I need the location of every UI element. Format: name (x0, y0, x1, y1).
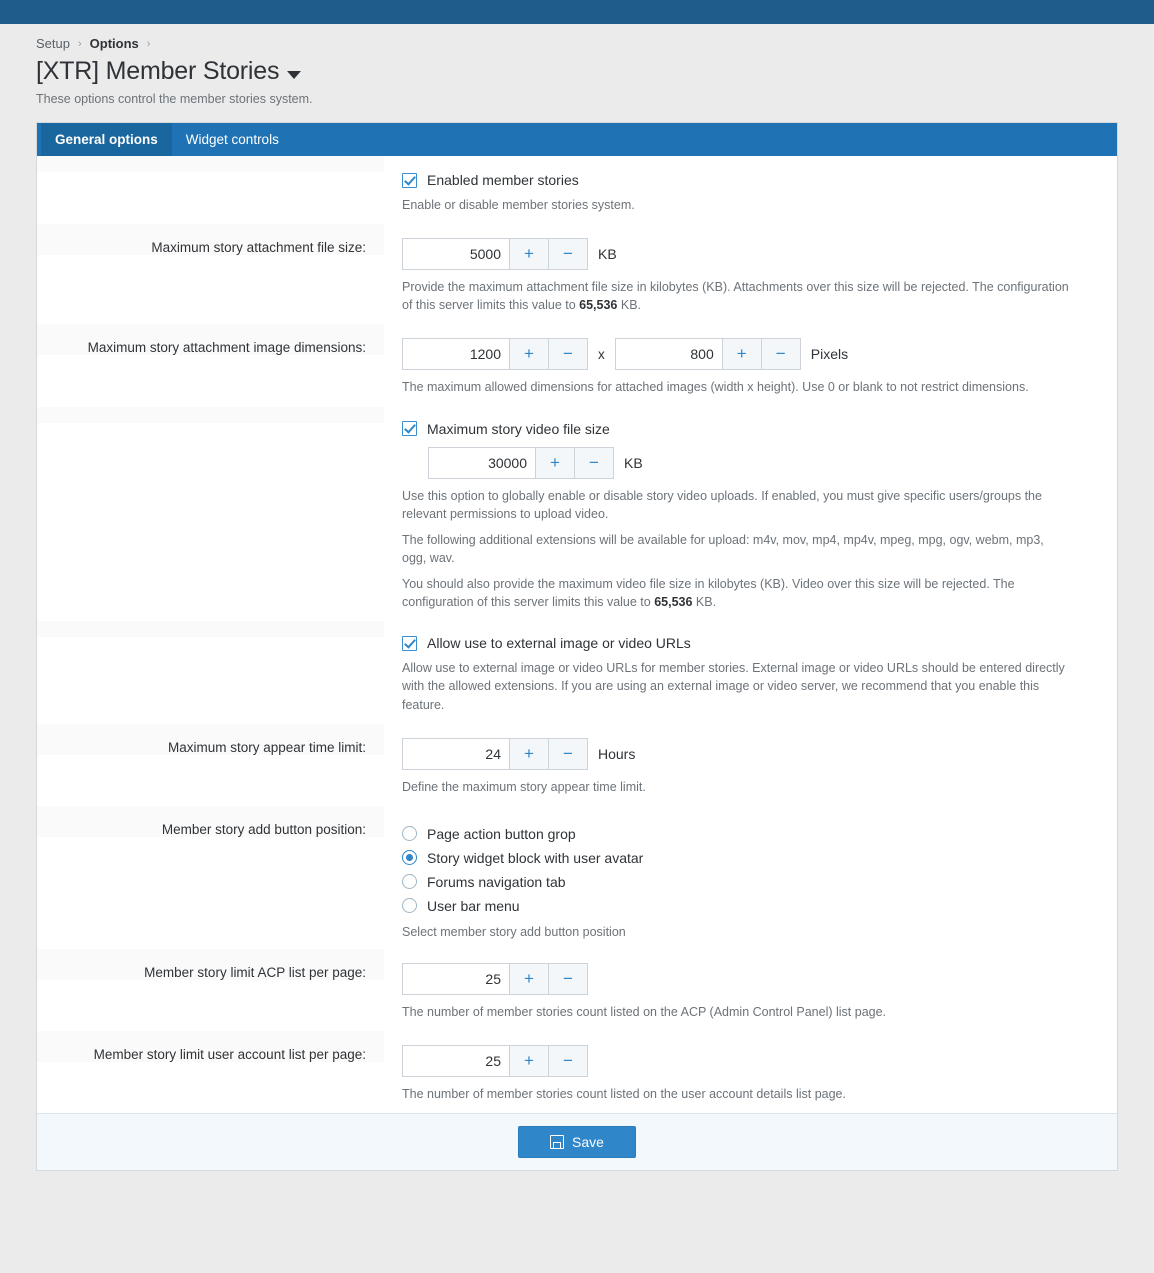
input-user-list-per-page[interactable] (403, 1046, 509, 1076)
stepper-increment-image-height[interactable]: + (722, 339, 761, 369)
row-user-list-per-page (37, 1031, 1117, 1113)
radio-icon-forums-nav[interactable] (402, 874, 417, 889)
control-acp-list-per-page (384, 949, 1117, 1031)
stepper-increment-image-width[interactable]: + (509, 339, 548, 369)
label-user-list-per-page: Member story limit user account list per page: (37, 1031, 384, 1062)
stepper-increment-acp-list[interactable]: + (509, 964, 548, 994)
row-max-video-size (37, 407, 1117, 622)
stepper-decrement-image-width[interactable]: − (548, 339, 587, 369)
input-acp-list-per-page[interactable] (403, 964, 509, 994)
hint-enabled-stories: Enable or disable member stories system. (402, 198, 635, 212)
control-external-urls (384, 621, 1117, 723)
page-title: [XTR] Member Stories (36, 57, 280, 85)
save-button[interactable] (518, 1126, 636, 1158)
input-image-height[interactable] (616, 339, 722, 369)
control-max-attachment-size (384, 224, 1117, 324)
stepper-max-attachment-size[interactable] (402, 238, 588, 270)
hint-max-image-dimensions: The maximum allowed dimensions for attached images (width x height). Use 0 or blank to not restrict dimensions. (402, 380, 1029, 395)
stepper-decrement-image-height[interactable]: − (761, 339, 800, 369)
breadcrumb-separator-icon-2: › (146, 37, 151, 50)
label-max-video-size-empty (37, 407, 384, 423)
radio-icon-page-action[interactable] (402, 826, 417, 841)
unit-image-dimensions: Pixels (810, 346, 849, 363)
tab-bar (37, 123, 1117, 156)
control-user-list-per-page (384, 1031, 1117, 1113)
radio-label-story-widget: Story widget block with user avatar (427, 849, 644, 866)
save-icon (550, 1135, 564, 1149)
page-container (0, 24, 1154, 1273)
hint-max-video-size-3-part2: KB. (692, 595, 717, 610)
radio-option-forums-nav[interactable] (402, 870, 1069, 894)
radio-icon-story-widget[interactable] (402, 850, 417, 865)
input-max-video-size[interactable] (429, 448, 535, 478)
row-max-attachment-size (37, 224, 1117, 324)
stepper-decrement-video-size[interactable]: − (574, 448, 613, 478)
stepper-decrement-acp-list[interactable]: − (548, 964, 587, 994)
control-max-image-dimensions (384, 324, 1117, 406)
stepper-increment-appear-time[interactable]: + (509, 739, 548, 769)
label-acp-list-per-page: Member story limit ACP list per page: (37, 949, 384, 980)
hint-max-video-size-1: Use this option to globally enable or disable story video uploads. If enabled, you must give specific users/groups the relevant permissions to upload video. (402, 488, 1042, 521)
unit-appear-time-limit: Hours (598, 745, 636, 762)
radio-label-forums-nav: Forums navigation tab (427, 873, 566, 890)
dimensions-separator: x (598, 346, 605, 362)
unit-max-video-size: KB (624, 454, 643, 471)
stepper-user-list-per-page[interactable] (402, 1045, 588, 1077)
input-image-width[interactable] (403, 339, 509, 369)
checkbox-label-external-urls: Allow use to external image or video URLs (427, 635, 691, 652)
control-max-video-size (384, 407, 1117, 622)
radio-option-page-action[interactable] (402, 822, 1069, 846)
stepper-increment-video-size[interactable]: + (535, 448, 574, 478)
stepper-increment-user-list[interactable]: + (509, 1046, 548, 1076)
checkbox-label-max-video-size: Maximum story video file size (427, 420, 610, 437)
hint-max-attachment-size (402, 278, 1069, 314)
control-add-button-position (384, 806, 1117, 949)
hint-max-video-size-2: The following additional extensions will be available for upload: m4v, mov, mp4, mp4v, mpeg, mpg, ogv, webm, mp3, ogg, wav. (402, 532, 1044, 565)
hint-appear-time-limit: Define the maximum story appear time limit. (402, 779, 646, 794)
save-button-label: Save (572, 1134, 604, 1150)
checkbox-icon-external-urls[interactable] (402, 636, 417, 651)
page-title-row (0, 51, 1154, 86)
stepper-decrement-user-list[interactable]: − (548, 1046, 587, 1076)
stepper-appear-time-limit[interactable] (402, 738, 588, 770)
hint-external-urls: Allow use to external image or video URLs for member stories. External image or video URLs should be entered directly with the allowed extensions. If you are using an external image or video server, we recommend that you enable this feature. (402, 661, 1065, 712)
label-max-attachment-size: Maximum story attachment file size: (37, 224, 384, 255)
checkbox-enabled-stories[interactable] (402, 172, 1069, 188)
row-add-button-position (37, 806, 1117, 949)
row-external-urls (37, 621, 1117, 723)
breadcrumb (0, 24, 1154, 51)
stepper-decrement-appear-time[interactable]: − (548, 739, 587, 769)
breadcrumb-item-setup[interactable]: Setup (36, 36, 70, 51)
label-max-image-dimensions: Maximum story attachment image dimensions: (37, 324, 384, 355)
label-add-button-position: Member story add button position: (37, 806, 384, 837)
hint-add-button-position: Select member story add button position (402, 924, 626, 939)
hint-user-list-per-page: The number of member stories count listed on the user account details list page. (402, 1086, 846, 1101)
label-appear-time-limit: Maximum story appear time limit: (37, 724, 384, 755)
stepper-acp-list-per-page[interactable] (402, 963, 588, 995)
options-panel (36, 122, 1118, 1171)
hint-max-video-size-limit: 65,536 (654, 595, 693, 610)
stepper-increment-attachment-size[interactable]: + (509, 239, 548, 269)
control-appear-time-limit (384, 724, 1117, 806)
hint-max-attachment-size-part2: KB. (617, 298, 642, 313)
checkbox-label-enabled-stories: Enabled member stories (427, 172, 579, 188)
input-appear-time-limit[interactable] (403, 739, 509, 769)
radio-label-user-bar: User bar menu (427, 897, 520, 914)
checkbox-external-urls[interactable] (402, 635, 1069, 651)
row-appear-time-limit (37, 724, 1117, 806)
stepper-image-width[interactable] (402, 338, 588, 370)
hint-max-attachment-size-part1: Provide the maximum attachment file size in kilobytes (KB). Attachments over this size will be rejected. The configuration of this server limits this value to (402, 280, 1069, 313)
row-enabled-stories (37, 156, 1117, 224)
hint-max-video-size-3-part1: You should also provide the maximum video file size in kilobytes (KB). Video over this size will be rejected. The configuration of this server limits this value to (402, 577, 1015, 610)
radio-group-add-button-position (402, 822, 1069, 918)
hint-max-video-size-3 (402, 575, 1069, 611)
stepper-decrement-attachment-size[interactable]: − (548, 239, 587, 269)
input-max-attachment-size[interactable] (403, 239, 509, 269)
label-enabled-stories-empty (37, 156, 384, 172)
control-enabled-stories (384, 156, 1117, 224)
radio-label-page-action: Page action button grop (427, 825, 576, 842)
tab-general-options[interactable]: General options (41, 123, 172, 156)
row-max-image-dimensions (37, 324, 1117, 406)
chevron-down-icon[interactable] (287, 71, 301, 79)
radio-icon-user-bar[interactable] (402, 898, 417, 913)
checkbox-icon-enabled-stories[interactable] (402, 173, 417, 188)
top-bar (0, 0, 1154, 24)
label-external-urls-empty (37, 621, 384, 637)
hint-acp-list-per-page: The number of member stories count listed on the ACP (Admin Control Panel) list page. (402, 1004, 887, 1019)
stepper-max-video-size[interactable] (428, 447, 614, 479)
page-subtitle: These options control the member stories system. (36, 92, 313, 106)
checkbox-icon-max-video-size[interactable] (402, 421, 417, 436)
tab-widget-controls[interactable]: Widget controls (185, 132, 279, 147)
form-footer (37, 1113, 1117, 1170)
hint-max-attachment-size-limit: 65,536 (579, 298, 618, 313)
checkbox-max-video-size[interactable] (402, 421, 1069, 437)
breadcrumb-separator-icon: › (77, 37, 82, 50)
options-form (37, 156, 1117, 1113)
breadcrumb-item-options[interactable]: Options (89, 36, 139, 51)
radio-option-story-widget[interactable] (402, 846, 1069, 870)
row-acp-list-per-page (37, 949, 1117, 1031)
unit-max-attachment-size: KB (598, 246, 617, 263)
stepper-image-height[interactable] (615, 338, 801, 370)
radio-option-user-bar[interactable] (402, 894, 1069, 918)
